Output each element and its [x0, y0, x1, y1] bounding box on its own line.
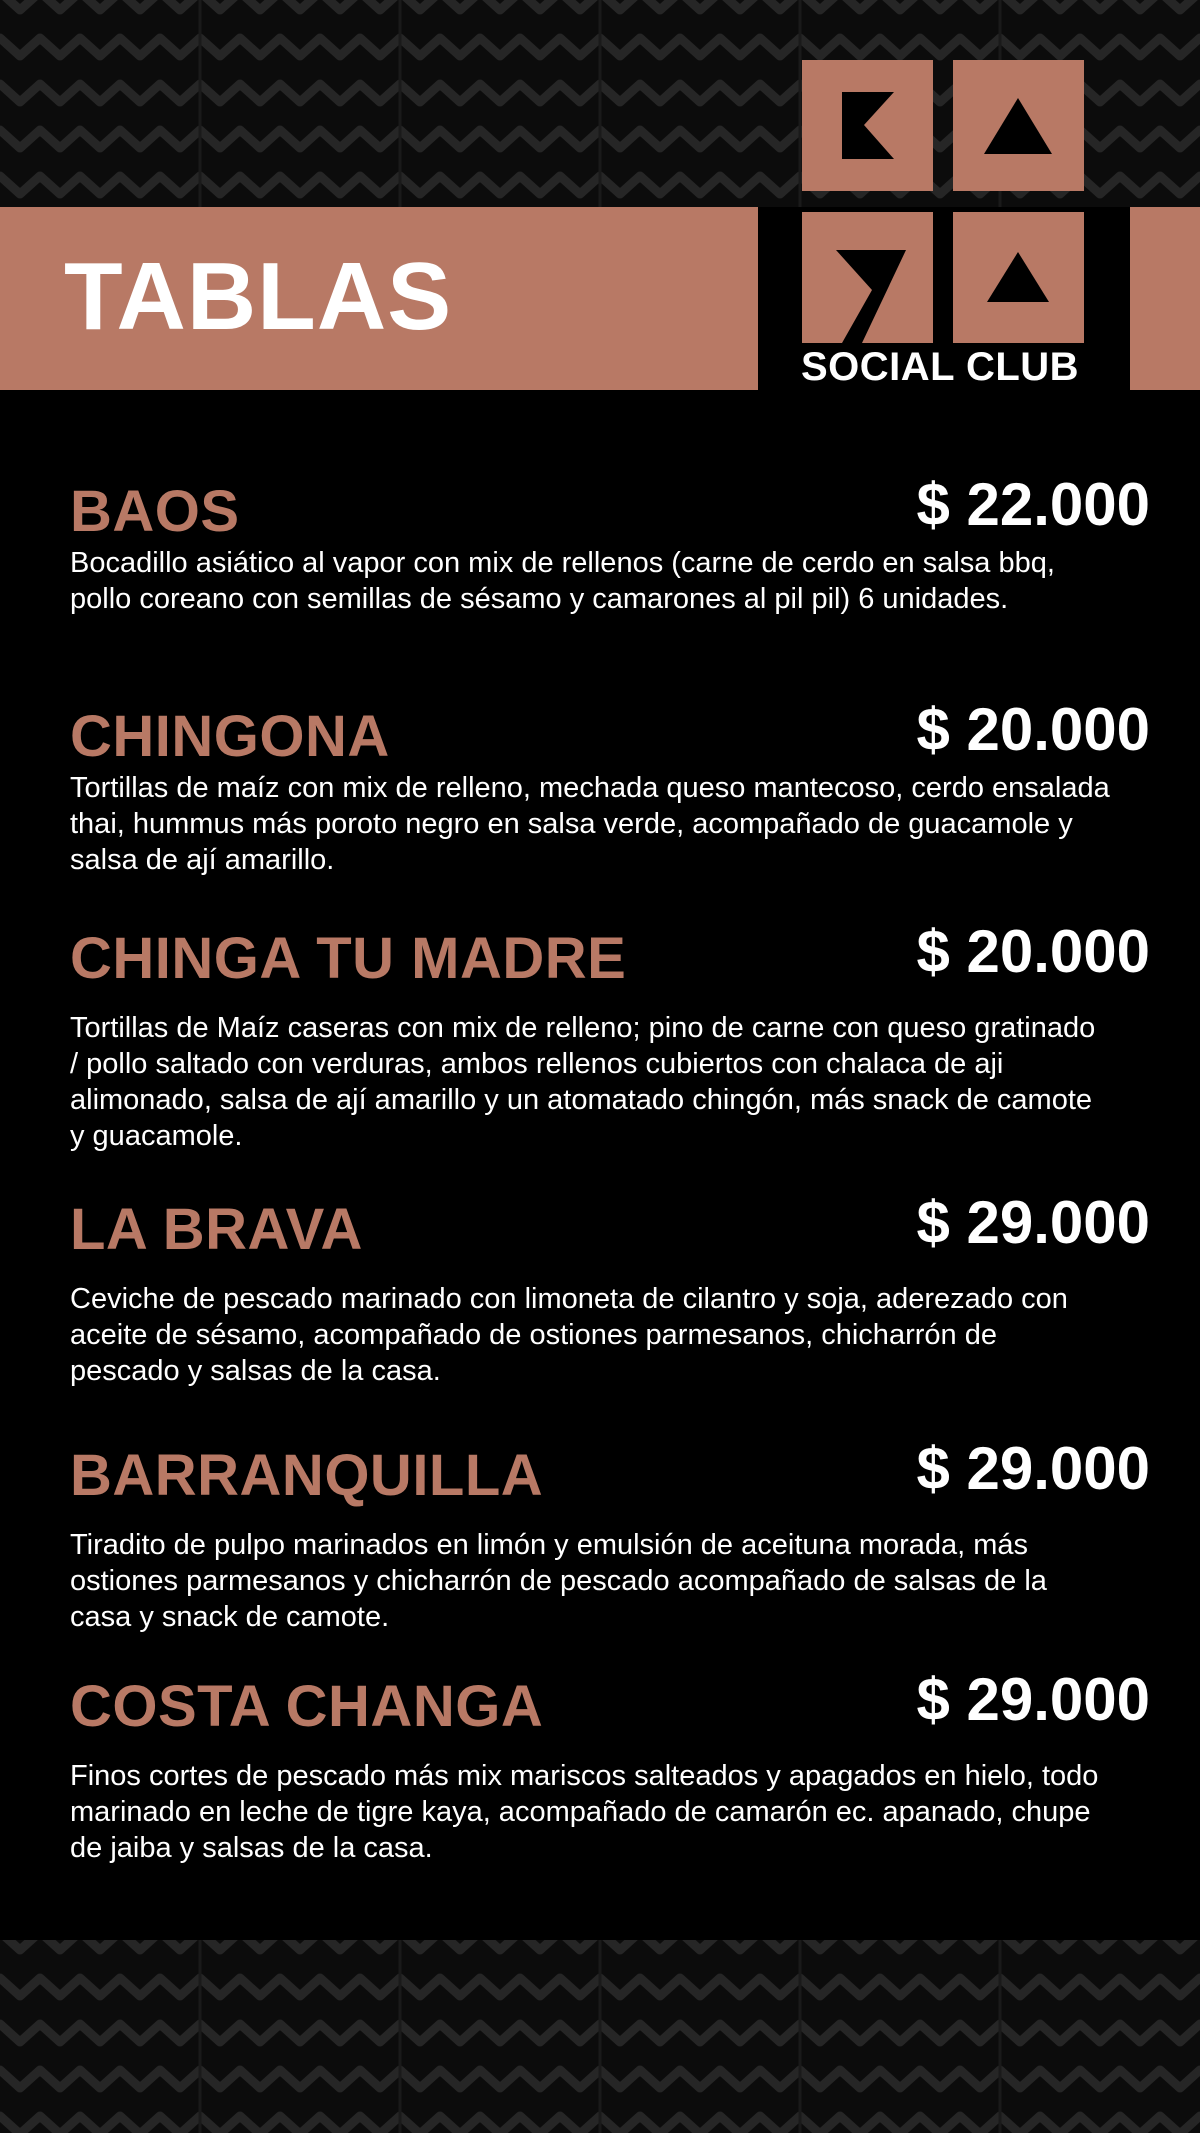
item-price: $ 29.000 [916, 1666, 1150, 1733]
item-price: $ 29.000 [916, 1435, 1150, 1502]
item-price: $ 22.000 [916, 471, 1150, 538]
logo-subtitle: SOCIAL CLUB [800, 345, 1080, 389]
logo-tile-a1 [953, 60, 1084, 191]
logo-tile-a2 [953, 212, 1084, 343]
page-title: TABLAS [64, 243, 453, 350]
item-name: LA BRAVA [70, 1197, 363, 1262]
triangle-icon [953, 212, 1084, 343]
item-name: BARRANQUILLA [70, 1443, 544, 1508]
logo-tile-k [802, 60, 933, 191]
item-price: $ 20.000 [916, 696, 1150, 763]
item-name: CHINGA TU MADRE [70, 926, 627, 991]
item-price: $ 29.000 [916, 1189, 1150, 1256]
accent-stripe [1130, 207, 1200, 390]
item-price: $ 20.000 [916, 918, 1150, 985]
y-shape-icon [802, 212, 933, 343]
k-shape-icon [802, 60, 933, 191]
item-description: Ceviche de pescado marinado con limoneta de cilantro y soja, aderezado con aceite de sésamo, acompañado de ostiones parmesanos, chicharrón de pescado y salsas de la casa. [70, 1283, 1068, 1387]
zigzag-pattern [0, 1940, 1200, 2133]
item-description: Tiradito de pulpo marinados en limón y emulsión de aceituna morada, más ostiones parmesanos y chicharrón de pescado acompañado de salsas de la casa y snack de camote. [70, 1529, 1047, 1633]
kaya-logo [790, 55, 1090, 400]
item-description: Finos cortes de pescado más mix mariscos salteados y apagados en hielo, todo marinado en leche de tigre kaya, acompañado de camarón ec. apanado, chupe de jaiba y salsas de la casa. [70, 1760, 1099, 1864]
item-name: CHINGONA [70, 704, 390, 769]
triangle-icon [953, 60, 1084, 191]
item-name: COSTA CHANGA [70, 1674, 544, 1739]
bottom-pattern-background [0, 1940, 1200, 2133]
item-description: Tortillas de Maíz caseras con mix de relleno; pino de carne con queso gratinado / pollo saltado con verduras, ambos rellenos cubiertos con chalaca de aji alimonado, salsa de ají amarillo y un atomatado chingón, más snack de camote y guacamole. [70, 1012, 1096, 1152]
item-description: Tortillas de maíz con mix de relleno, mechada queso mantecoso, cerdo ensalada thai, hummus más poroto negro en salsa verde, acompañado de guacamole y salsa de ají amarillo. [70, 772, 1110, 876]
logo-tile-y [802, 212, 933, 343]
title-banner [0, 207, 758, 390]
item-description: Bocadillo asiático al vapor con mix de rellenos (carne de cerdo en salsa bbq, pollo coreano con semillas de sésamo y camarones al pil pil) 6 unidades. [70, 547, 1055, 615]
item-name: BAOS [70, 479, 240, 544]
